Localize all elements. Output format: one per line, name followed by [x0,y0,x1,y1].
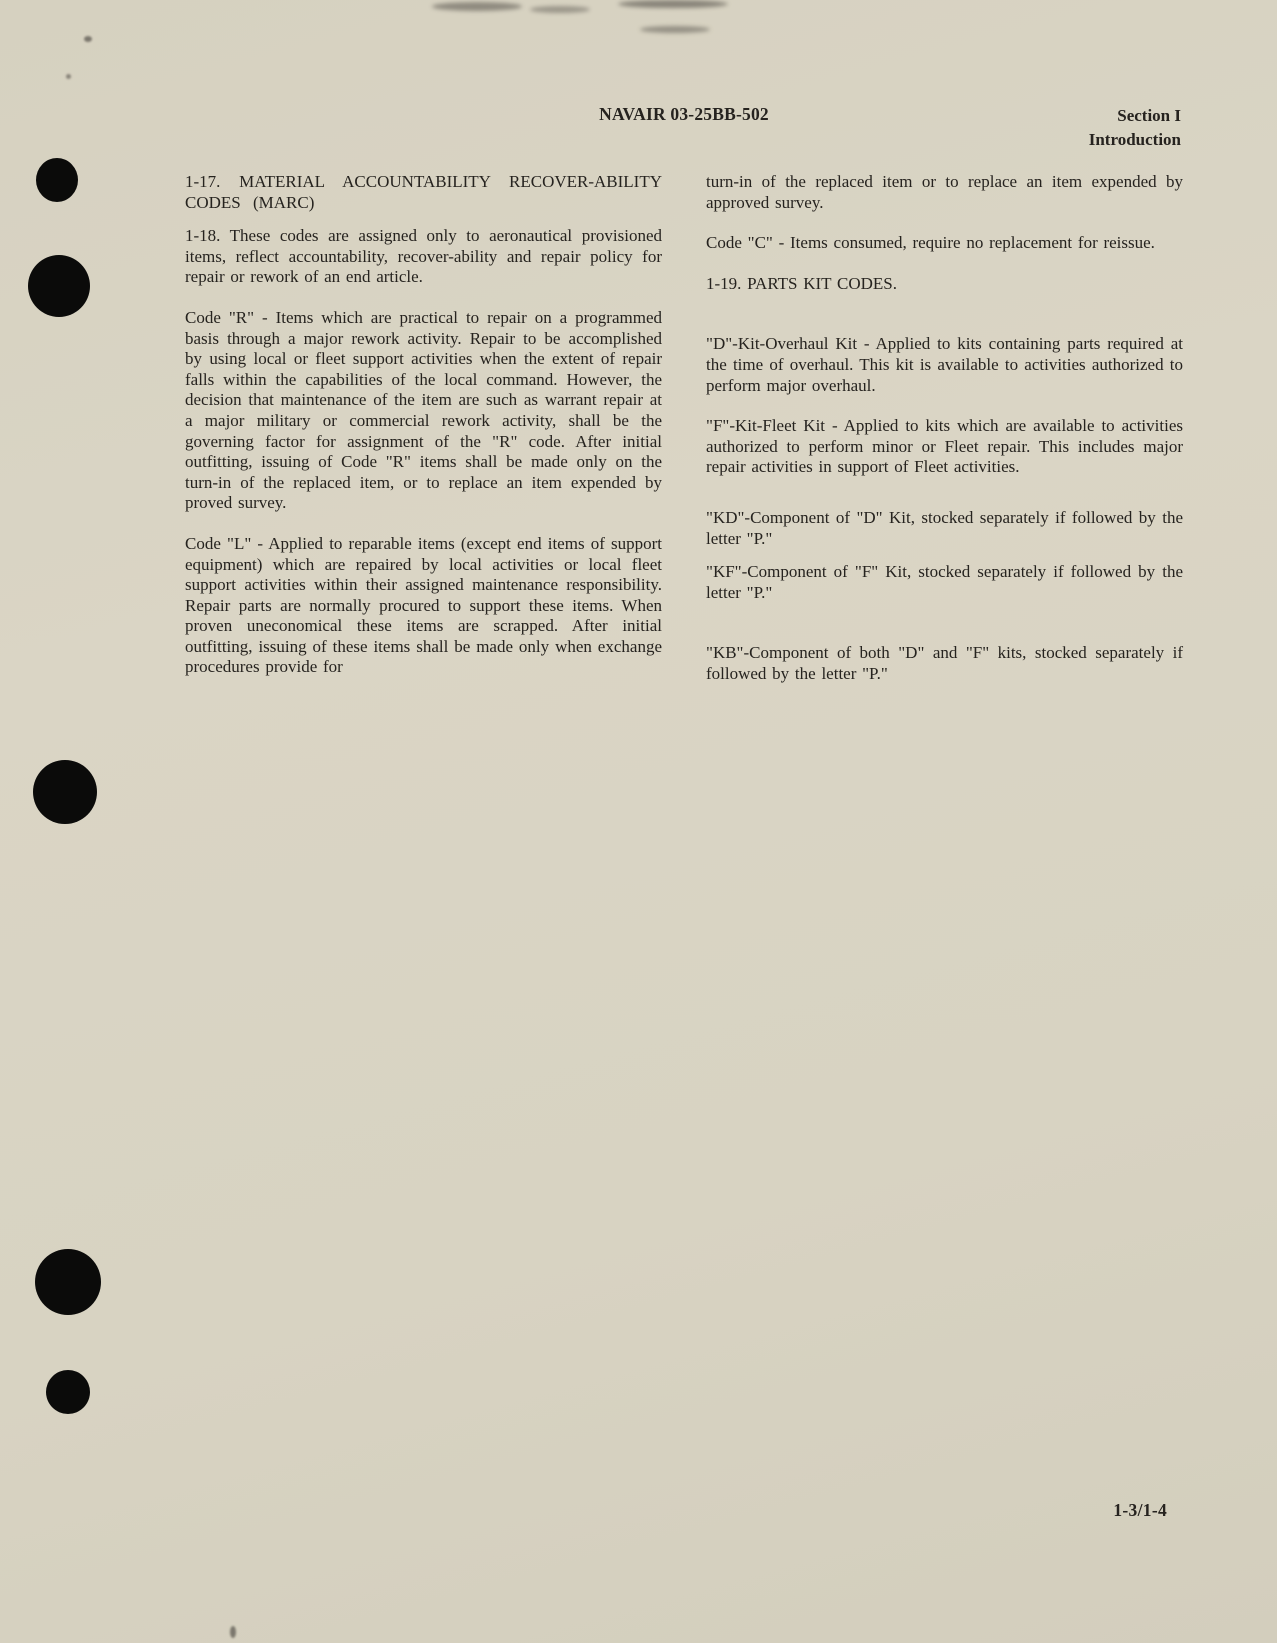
paragraph-code-c: Code "C" - Items consumed, require no replacement for reissue. [706,233,1155,253]
section-label: Section I [1117,106,1181,125]
paragraph-d-kit: "D"-Kit-Overhaul Kit - Applied to kits containing parts required at the time of overhaul. This kit is available to activities authorized to perform major overhaul. [706,334,1183,395]
scan-artifact [618,0,728,8]
hole-punch [33,760,97,824]
scan-artifact [640,26,710,33]
body-columns [185,172,1183,705]
paragraph-1-18: 1-18. These codes are assigned only to aeronautical provisioned items, reflect accountability, recover-ability and repair policy for repair or rework of an end article. [185,226,662,287]
hole-punch [36,158,78,202]
hole-punch [28,255,90,317]
right-column [706,172,1183,705]
paragraph-code-l: Code "L" - Applied to reparable items (except end items of support equipment) which are repaired by local activities or local fleet support activities within their assigned maintenance responsibility. Repair parts are normally procured to support these items. When proven uneconomical these items are scrapped. After initial outfitting, issuing of these items shall be made only when exchange procedures provide for [185,533,662,677]
heading-1-17-marc: 1-17. MATERIAL ACCOUNTABILITY RECOVER-ABILITY CODES (MARC) [185,172,662,212]
paragraph-kf-component: "KF"-Component of "F" Kit, stocked separately if followed by the letter "P." [706,562,1183,602]
scan-artifact [66,74,71,79]
paragraph-turn-in: turn-in of the replaced item or to replace an item expended by approved survey. [706,172,1183,212]
scan-artifact [432,2,522,11]
paragraph-code-r: Code "R" - Items which are practical to repair on a programmed basis through a major rework activity. Repair to be accomplished by using local or fleet support activities when the extent of repair falls within the capabilities of the local command. However, the decision that maintenance of the item are such as warrant repair at a major military or commercial rework activity, shall be the governing factor for assignment of the "R" code. After initial outfitting, issuing of Code "R" items shall be made only on the turn-in of the replaced item, or to replace an item expended by proved survey. [185,307,662,513]
section-subtitle: Introduction [1088,130,1181,149]
hole-punch [35,1249,101,1315]
heading-1-19-parts-kit-codes: 1-19. PARTS KIT CODES. [706,273,897,293]
scan-artifact [230,1626,236,1638]
left-column [185,172,662,705]
section-header [1089,104,1181,152]
paragraph-f-kit: "F"-Kit-Fleet Kit - Applied to kits which are available to activities authorized to perform minor or Fleet repair. This includes major repair activities in support of Fleet activities. [706,416,1183,477]
doc-number: NAVAIR 03-25BB-502 [599,104,769,124]
scan-artifact [84,36,92,42]
hole-punch [46,1370,90,1414]
paragraph-kb-component: "KB"-Component of both "D" and "F" kits, stocked separately if followed by the letter "P." [706,643,1183,683]
page-number: 1-3/1-4 [1113,1500,1167,1520]
scan-artifact [530,6,590,13]
paragraph-kd-component: "KD"-Component of "D" Kit, stocked separately if followed by the letter "P." [706,507,1183,548]
